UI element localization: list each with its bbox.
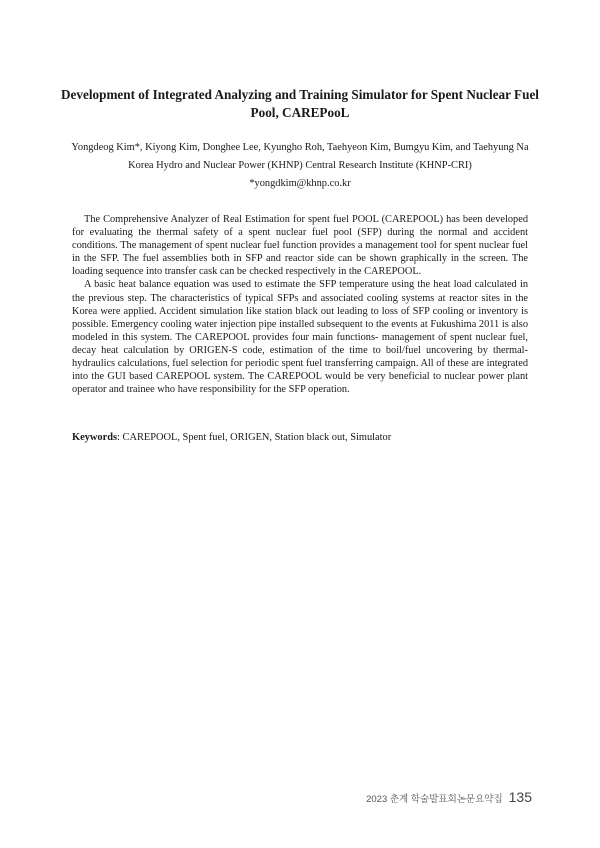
paper-title: Development of Integrated Analyzing and Training Simulator for Spent Nuclear Fuel Pool, CAREPooL xyxy=(61,87,539,120)
keywords xyxy=(72,431,528,444)
journal-name: 2023 춘계 학술발표회논문요약집 xyxy=(366,794,503,805)
abstract-paragraph-1: The Comprehensive Analyzer of Real Estimation for spent fuel POOL (CAREPOOL) has been developed for evaluating the thermal safety of a spent nuclear fuel pool (SFP) during the normal and accident conditions. The management of spent nuclear fuel function provides a management tool for spent nuclear fuel in the SFP. The fuel assemblies both in SFP and reactor side can be shown graphically in the screen. The loading sequence into transfer cask can be checked respectively in the CAREPOOL. xyxy=(72,214,528,278)
author-list: Yongdeog Kim*, Kiyong Kim, Donghee Lee, Kyungho Roh, Taehyeon Kim, Bumgyu Kim, and Taehyung Na xyxy=(71,142,529,153)
page-number: 135 xyxy=(508,789,532,805)
affiliation: Korea Hydro and Nuclear Power (KHNP) Central Research Institute (KHNP-CRI) xyxy=(128,160,472,171)
page-footer xyxy=(366,789,532,807)
abstract-paragraph-2: A basic heat balance equation was used to estimate the SFP temperature using the heat load calculated in the previous step. The characteristics of typical SFPs and associated cooling systems at reactor sites in the Korea were applied. Accident simulation like station black out leading to loss of SFP cooling or inventory is possible. Emergency cooling water injection pipe installed subsequent to the events at Fukushima 2011 is also modeled in this system. The CAREPOOL provides four main functions- management of spent nuclear fuel, decay heat calculation by ORIGEN-S code, estimation of the time to boil/fuel uncovering by thermal-hydraulics calculations, fuel selection for periodic spent fuel transferring campaign. All of these are integrated into the GUI based CAREPOOL system. The CAREPOOL would be very beneficial to nuclear power plant operator and trainee who have responsibility for the SFP operation. xyxy=(72,279,528,396)
corresponding-email: *yongdkim@khnp.co.kr xyxy=(249,178,351,189)
keywords-text: : CAREPOOL, Spent fuel, ORIGEN, Station black out, Simulator xyxy=(117,432,392,443)
keywords-label: Keywords xyxy=(72,432,118,443)
abstract xyxy=(72,213,528,396)
